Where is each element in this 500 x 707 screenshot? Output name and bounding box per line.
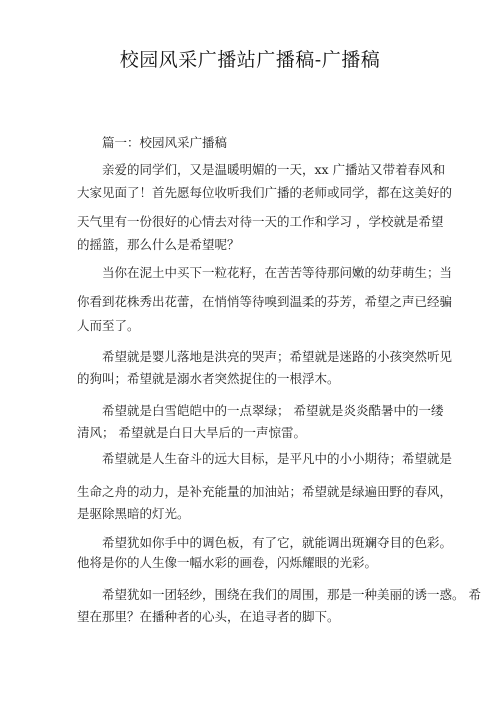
paragraph-line: 是驱除黑暗的灯光。 — [77, 506, 190, 521]
paragraph-line: 希望就是人生奋斗的远大目标，是平凡中的小小期待；希望就是 — [102, 451, 453, 466]
paragraph-line: 人而至了。 — [77, 318, 140, 333]
paragraph-line: 希望犹如一团轻纱，围绕在我们的周围，那是一种美丽的诱一惑。 希 — [102, 587, 481, 602]
section-heading: 篇一：校园风采广播稿 — [102, 135, 228, 150]
paragraph-line: 希望犹如你手中的调色板，有了它，就能调出斑斓夺目的色彩。 — [102, 535, 453, 550]
paragraph-line: 你看到花株秀出花蕾，在悄悄等待嗅到温柔的芬芳，希望之声已经骗 — [77, 294, 453, 309]
paragraph-line: 望在那里？在播种者的心头，在追寻者的脚下。 — [77, 609, 340, 624]
paragraph-line: 的狗叫；希望就是溺水者突然捉住的一根浮木。 — [77, 371, 340, 386]
paragraph-line: 生命之舟的动力，是补充能量的加油站；希望就是绿遍田野的春风， — [77, 484, 453, 499]
paragraph-line: 希望就是婴儿落地是洪亮的哭声；希望就是迷路的小孩突然听见 — [102, 349, 453, 364]
paragraph-line: 的摇篮，那么什么是希望呢？ — [77, 237, 240, 252]
paragraph-line: 他将是你的人生像一幅水彩的画卷，闪烁耀眼的光彩。 — [77, 555, 378, 570]
page-title: 校园风采广播站广播稿-广播稿 — [119, 49, 381, 71]
paragraph-line: 天气里有一份很好的心情去对待一天的工作和学习 ，学校就是希望 — [77, 214, 444, 229]
paragraph-line: 大家见面了！首先愿每位收听我们广播的老师或同学，都在这美好的 — [77, 185, 453, 200]
paragraph-line: 当你在泥土中买下一粒花籽，在苦苦等待那问嫩的幼芽萌生；当 — [102, 265, 453, 280]
paragraph-line: 希望就是白雪皑皑中的一点翠绿； 希望就是炎炎酷暑中的一缕 — [102, 403, 444, 418]
paragraph-line: 亲爱的同学们，又是温暖明媚的一天，xx 广播站又带着春风和 — [102, 162, 446, 177]
paragraph-line: 清风； 希望就是白日大旱后的一声惊雷。 — [77, 425, 306, 440]
